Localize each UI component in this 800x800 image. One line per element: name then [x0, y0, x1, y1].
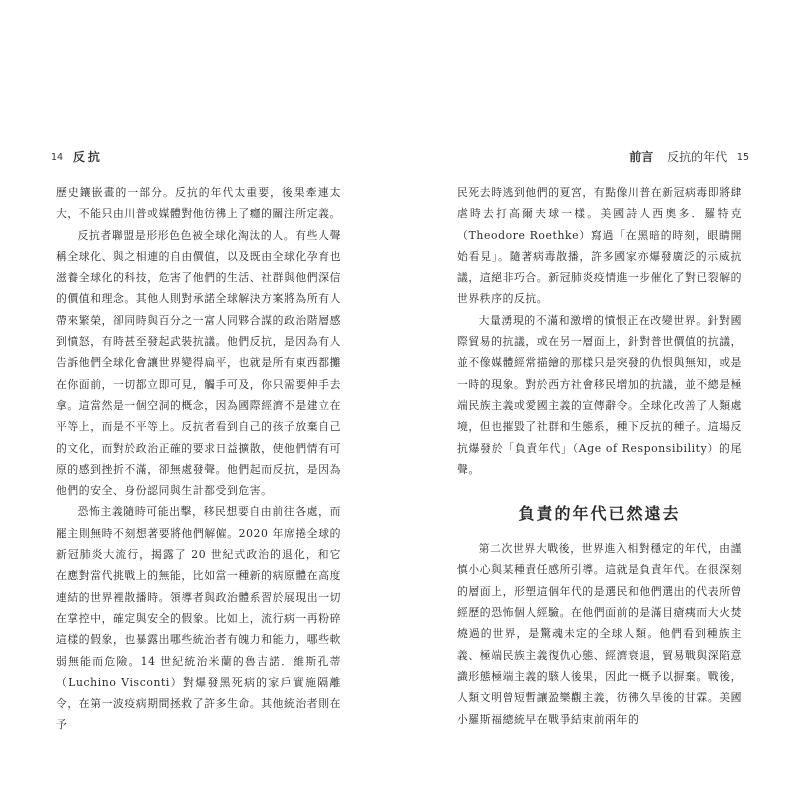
paragraph: 反抗者聯盟是形形色色被全球化淘汰的人。有些人聲稱全球化、與之相連的自由價值，以及既由全球化孕育也滋養全球化的科技，危害了他們的生活、社群與他們深信的價值和理念。其他人則對承諾全球解決方案將為所有人帶來繁榮，卻同時與百分之一富人同夥合謀的政治階層感到憤怒，有時甚至發起武裝抗議。他們反抗，是因為有人告訴他們全球化會讓世界變得扁平，也就是所有東西都攤在你面前，一切都立即可見，觸手可及，你只需要伸手去拿。這當然是一個空洞的概念，因為國際經濟不是建立在平等上，而是不平等上。反抗者看到自己的孩子放棄自己的文化，而對於政治正確的要求日益擴散，使他們情有可原的感到挫折不滿，卻無處發聲。他們起而反抗，是因為他們的安全、身份認同與生計都受到危害。 — [56, 228, 341, 498]
paragraph: 恐怖主義隨時可能出擊，移民想要自由前往各處，而罷主則無時不刻想著要將他們解僱。2020 年席捲全球的新冠肺炎大流行，揭露了 20 世紀式政治的退化，和它在應對當代挑戰上的無能，比如當一種新的病原體在高度連結的世界裡散播時。領導者與政治體系習於展現出一切在掌控中，確定與安全的假象。比如上，流行病一再粉碎這樣的假象，也暴露出哪些統治者有魄力和能力，哪些軟弱無能而危險。14 世紀統治米蘭的魯吉諾．維斯孔蒂（Luchino Visconti）對爆發黑死病的家戶實施隔離令，在第一波疫病期間拯救了許多生命。其他統治者則在予 — [56, 505, 341, 732]
paragraph: 大量湧現的不滿和激增的憤恨正在改變世界。針對國際貿易的抗議，或在另一層面上，針對普世價值的抗議，並不像媒體經常描繪的那樣只是突發的仇恨與無知，或是一時的現象。對於西方社會移民增加的抗議，並不總是極端民族主義或愛國主義的宣傳辭令。全球化改善了人類處境，但也摧毀了社群和生態系，種下反抗的種子。這場反抗爆發於「負責年代」（Age of Responsibility）的尾聲。 — [457, 313, 742, 476]
paragraph: 民死去時逃到他們的夏宮，有點像川普在新冠病毒即將肆虐時去打高爾夫球一樣。美國詩人西奧多．羅特克（Theodore Roethke）寫過「在黑暗的時刻，眼睛開始看見」。隨著病毒散播，許多國家亦爆發廣泛的示威抗議，這絕非巧合。新冠肺炎疫情進一步催化了對已裂解的世界秩序的反抗。 — [457, 186, 742, 306]
chapter-title: 反抗的年代 — [667, 150, 728, 164]
right-page-number: 15 — [736, 152, 749, 163]
right-page — [400, 0, 800, 800]
left-page-number: 14 — [51, 152, 64, 163]
left-body-text — [56, 182, 341, 736]
paragraph: 第二次世界大戰後，世界進入相對穩定的年代，由謹慎小心與某種責任感所引導。這就是負責年代。在很深刻的層面上，形塑這個年代的是選民和他們選出的代表所曾經歷的恐怖個人經驗。在他們面前的是滿目瘡痍而大火焚燒過的世界，是驚魂未定的全球人類。他們看到種族主義、極端民族主義復仇心態、經濟衰退，貿易戰與深陷意識形態極端主義的駭人後果，因此一概予以摒棄。戰後，人類文明曾短暫讓盈樂觀主義，彷彿久旱後的甘霖。美國小羅斯福總統早在戰爭結束前兩年的 — [457, 542, 742, 726]
right-body-text — [457, 182, 742, 730]
section-label: 前言 — [629, 150, 654, 164]
section-heading: 負責的年代已然遠去 — [518, 504, 681, 524]
left-running-header — [45, 150, 103, 165]
right-running-header — [629, 150, 755, 165]
paragraph: 歷史鑲嵌畫的一部分。反抗的年代太重要，後果牽連太大，不能只由川普或媒體對他彷彿上了癮的關注所定義。 — [56, 186, 341, 221]
book-title: 反抗 — [72, 150, 103, 164]
